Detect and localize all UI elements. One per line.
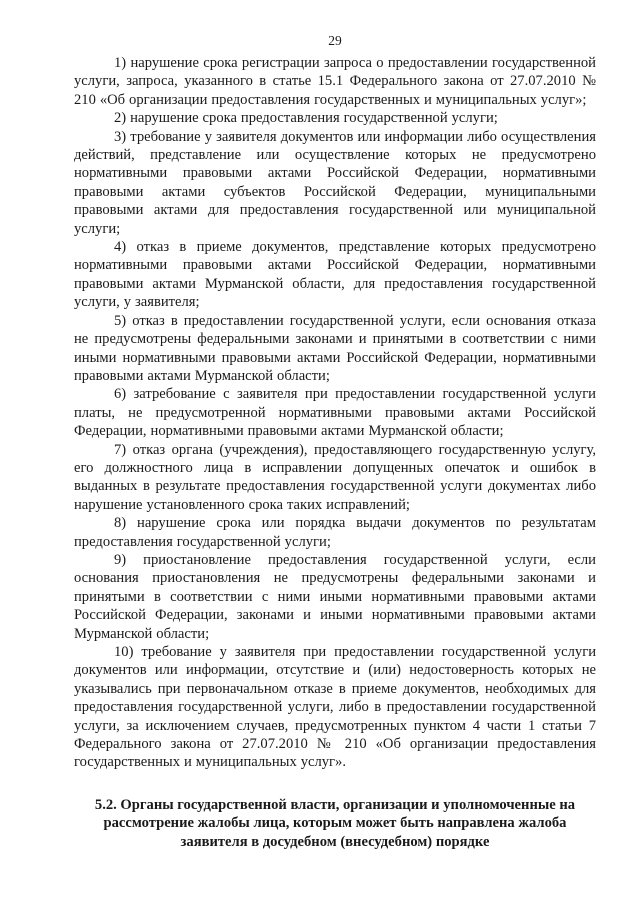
list-item-3: 3) требование у заявителя документов или информации либо осуществления действий, представление или осуществление которых не предусмотрено нормативными правовыми актами Российской Федерации, нормативными правовыми актами субъектов Российской Федерации, муниципальными правовыми актами для предоставления государственной или муниципальной услуги; bbox=[74, 128, 596, 237]
list-item-5: 5) отказ в предоставлении государственной услуги, если основания отказа не предусмотрены федеральными законами и принятыми в соответствии с ними иными нормативными правовыми актами Российской Федерации, нормативными правовыми актами Мурманской области; bbox=[74, 312, 596, 384]
page-number: 29 bbox=[328, 33, 342, 48]
list-item-6: 6) затребование с заявителя при предоставлении государственной услуги платы, не предусмотренной нормативными правовыми актами Российской Федерации, нормативными правовыми актами Мурманской области; bbox=[74, 386, 596, 440]
list-item-8: 8) нарушение срока или порядка выдачи документов по результатам предоставления государственной услуги; bbox=[74, 515, 596, 550]
list-item-7: 7) отказ органа (учреждения), предоставляющего государственную услугу, его должностного лица в исправлении допущенных опечаток и ошибок в выданных в результате предоставления государственной услуги документах либо нарушение установленного срока таких исправлений; bbox=[74, 441, 596, 513]
list-item-1: 1) нарушение срока регистрации запроса о предоставлении государственной услуги, запроса, указанного в статье 15.1 Федерального закона от 27.07.2010 № 210 «Об организации предоставления государственных и муниципальных услуг»; bbox=[74, 55, 596, 108]
section-heading: 5.2. Органы государственной власти, организации и уполномоченные на рассмотрение жалобы лица, которым может быть направлена жалоба заявителя в досудебном (внесудебном) порядке bbox=[94, 796, 576, 851]
document-page bbox=[74, 32, 596, 852]
list-item-2: 2) нарушение срока предоставления государственной услуги; bbox=[114, 110, 498, 127]
list-item-10: 10) требование у заявителя при предоставлении государственной услуги документов или информации, отсутствие и (или) недостоверность которых не указывались при первоначальном отказе в приеме документов, необходимых для предоставления государственной услуги, либо в предоставлении государственной услуги, за исключением случаев, предусмотренных пунктом 4 части 1 статьи 7 Федерального закона от 27.07.2010 № 210 «Об организации предоставления государственных и муниципальных услуг». bbox=[74, 644, 596, 771]
list-item-4: 4) отказ в приеме документов, представление которых предусмотрено нормативными правовыми актами Российской Федерации, нормативными правовыми актами Мурманской области, для предоставления государственной услуги, у заявителя; bbox=[74, 239, 596, 311]
list-item-9: 9) приостановление предоставления государственной услуги, если основания приостановления не предусмотрены федеральными законами и принятыми в соответствии с ними иными нормативными правовыми актами Российской Федерации, законами и иными нормативными правовыми актами Мурманской области; bbox=[74, 551, 596, 642]
